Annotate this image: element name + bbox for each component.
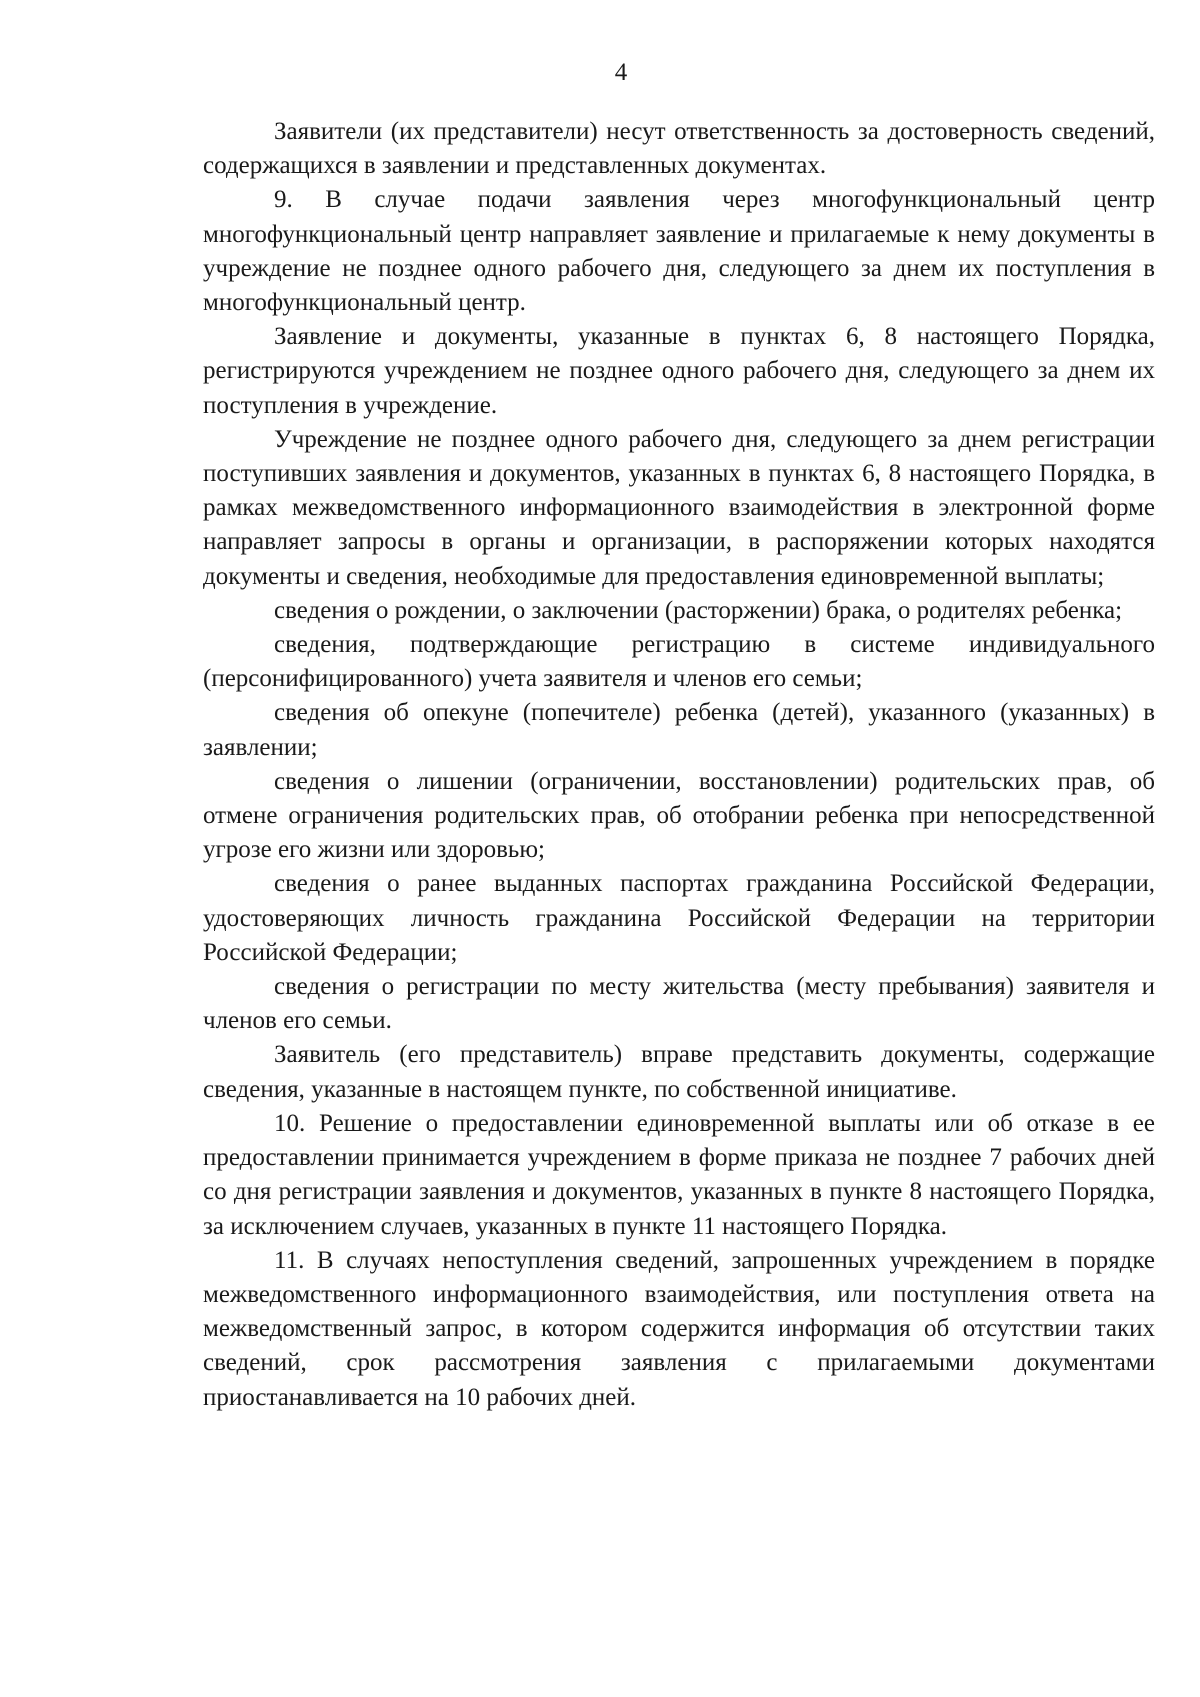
- page-number: 4: [614, 59, 628, 86]
- list-item-passport-info: сведения о ранее выданных паспортах гражданина Российской Федерации, удостоверяющих личность гражданина Российской Федерации на территории Российской Федерации;: [203, 870, 1155, 966]
- list-item-birth-marriage-info: сведения о рождении, о заключении (расторжении) брака, о родителях ребенка;: [274, 596, 1123, 624]
- document-body: [203, 115, 1155, 1415]
- paragraph-applicant-responsibility: Заявители (их представители) несут ответственность за достоверность сведений, содержащихся в заявлении и представленных документах.: [203, 118, 1155, 180]
- list-item-residence-registration-info: сведения о регистрации по месту жительства (месту пребывания) заявителя и членов его семьи.: [203, 973, 1155, 1035]
- list-item-guardian-info: сведения об опекуне (попечителе) ребенка (детей), указанного (указанных) в заявлении;: [203, 699, 1155, 761]
- paragraph-item-9: 9. В случае подачи заявления через многофункциональный центр многофункциональный центр направляет заявление и прилагаемые к нему документы в учреждение не позднее одного рабочего дня, следующего за днем их поступления в многофункциональный центр.: [203, 186, 1155, 317]
- paragraph-item-11: 11. В случаях непоступления сведений, запрошенных учреждением в порядке межведомственного информационного взаимодействия, или поступления ответа на межведомственный запрос, в котором содержится информация об отсутствии таких сведений, срок рассмотрения заявления с прилагаемыми документами приостанавливается на 10 рабочих дней.: [203, 1246, 1155, 1411]
- list-item-parental-rights-info: сведения о лишении (ограничении, восстановлении) родительских прав, об отмене ограничения родительских прав, об отобрании ребенка при непосредственной угрозе его жизни или здоровью;: [203, 767, 1155, 864]
- paragraph-interagency-requests: Учреждение не позднее одного рабочего дня, следующего за днем регистрации поступивших заявления и документов, указанных в пунктах 6, 8 настоящего Порядка, в рамках межведомственного информационного взаимодействия в электронной форме направляет запросы в органы и организации, в распоряжении которых находятся документы и сведения, необходимые для предоставления единовременной выплаты;: [203, 425, 1155, 590]
- paragraph-registration: Заявление и документы, указанные в пунктах 6, 8 настоящего Порядка, регистрируются учреждением не позднее одного рабочего дня, следующего за днем их поступления в учреждение.: [203, 323, 1155, 419]
- list-item-personal-accounting-info: сведения, подтверждающие регистрацию в системе индивидуального (персонифицированного) учета заявителя и членов его семьи;: [203, 631, 1155, 693]
- paragraph-own-initiative: Заявитель (его представитель) вправе представить документы, содержащие сведения, указанные в настоящем пункте, по собственной инициативе.: [203, 1041, 1155, 1103]
- paragraph-item-10: 10. Решение о предоставлении единовременной выплаты или об отказе в ее предоставлении принимается учреждением в форме приказа не позднее 7 рабочих дней со дня регистрации заявления и документов, указанных в пункте 8 настоящего Порядка, за исключением случаев, указанных в пункте 11 настоящего Порядка.: [203, 1109, 1155, 1240]
